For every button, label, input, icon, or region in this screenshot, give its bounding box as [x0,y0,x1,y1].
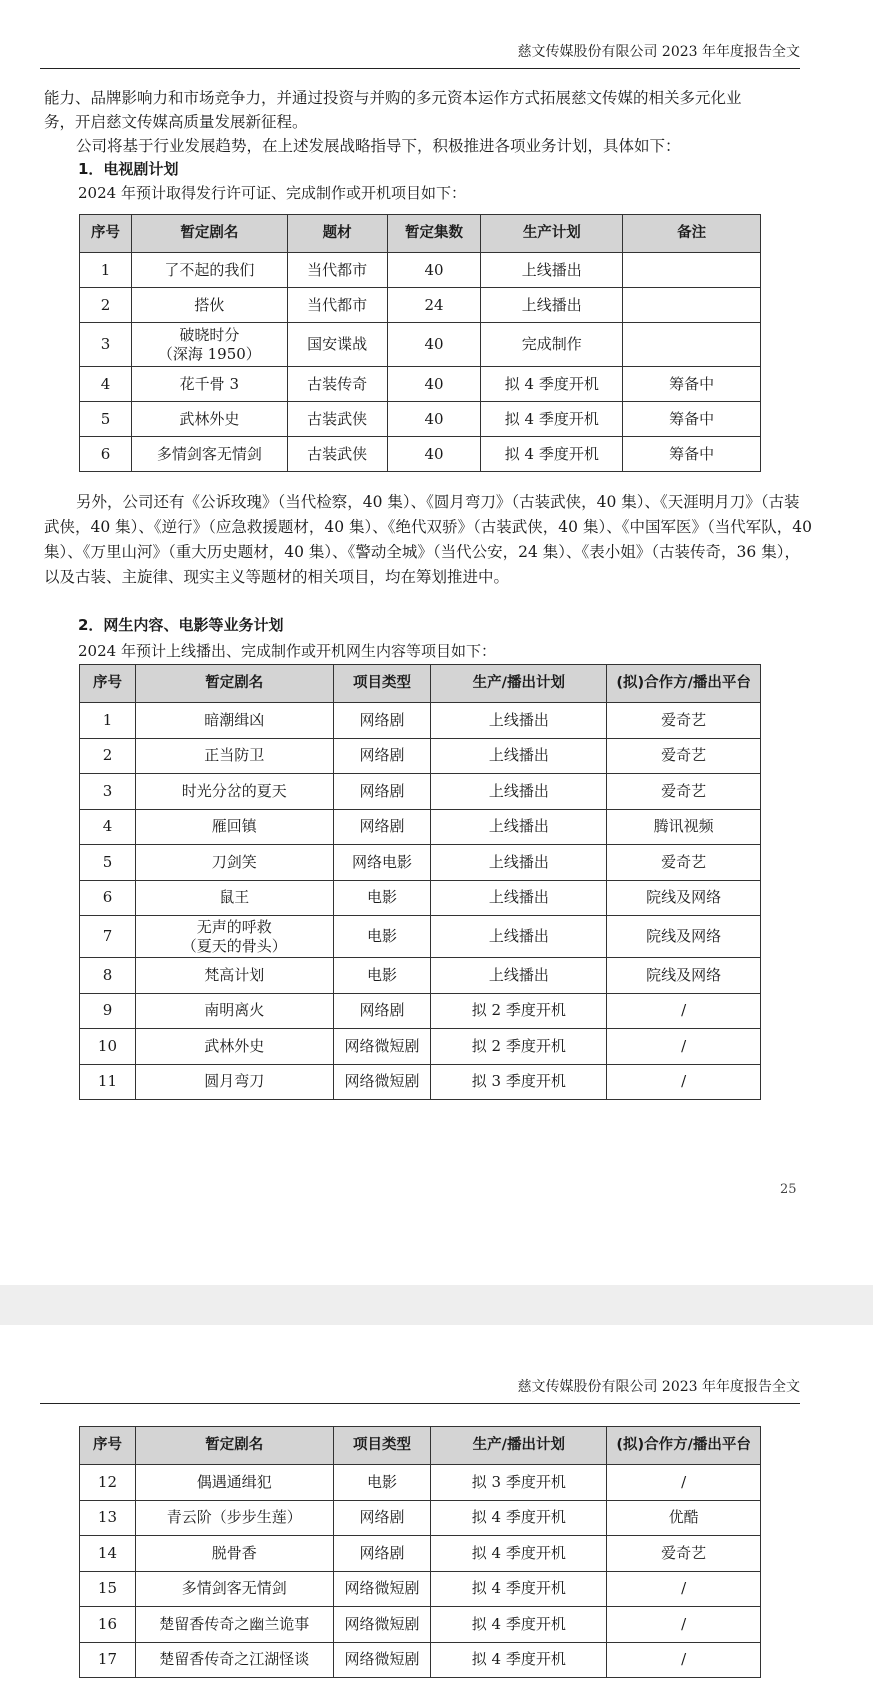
table-cell: 时光分岔的夏天 [135,774,333,810]
table-cell: 5 [80,845,136,881]
table-cell: 网络电影 [333,845,431,881]
table-cell: 上线播出 [431,738,607,774]
table-cell: 爱奇艺 [607,738,761,774]
table-cell: 40 [387,253,481,288]
column-header: 生产/播出计划 [431,1427,607,1465]
column-header: 暂定剧名 [135,665,333,703]
table-cell: / [607,1571,761,1607]
intro-line-3: 公司将基于行业发展趋势，在上述发展战略指导下，积极推进各项业务计划，具体如下： [76,137,681,155]
table-cell: 网络微短剧 [333,1064,431,1100]
page-header: 慈文传媒股份有限公司 2023 年年度报告全文 [40,1377,800,1404]
table-cell: 当代都市 [287,253,387,288]
table-cell: 40 [387,437,481,472]
table-cell: 爱奇艺 [607,1536,761,1572]
table-row [80,1607,761,1643]
table-row [80,402,761,437]
table-cell: 圆月弯刀 [135,1064,333,1100]
section-2-heading: 2．网生内容、电影等业务计划 [78,616,284,634]
table-row [80,1465,761,1501]
table-cell: 爱奇艺 [607,774,761,810]
table-cell: 正当防卫 [135,738,333,774]
table-cell: 24 [387,288,481,323]
table-cell: 青云阶（步步生莲） [135,1500,333,1536]
table-cell: 拟 4 季度开机 [431,1536,607,1572]
table-cell: 17 [80,1642,136,1678]
table-cell: 古装武侠 [287,402,387,437]
table-cell: 40 [387,402,481,437]
table-cell: 2 [80,288,132,323]
table-cell: 网络剧 [333,809,431,845]
page-header: 慈文传媒股份有限公司 2023 年年度报告全文 [40,42,800,69]
table-cell: 电影 [333,880,431,916]
table-cell: 拟 4 季度开机 [431,1500,607,1536]
table-row [80,958,761,994]
table-cell: 拟 4 季度开机 [481,402,623,437]
table-cell: 院线及网络 [607,958,761,994]
column-header: 生产计划 [481,215,623,253]
table-cell: 上线播出 [431,703,607,739]
table-cell: 15 [80,1571,136,1607]
web-content-table [79,664,761,1100]
table-cell: 拟 3 季度开机 [431,1465,607,1501]
table-cell: 网络剧 [333,1536,431,1572]
table-cell: 筹备中 [623,367,761,402]
table-cell: 拟 2 季度开机 [431,993,607,1029]
table-cell: 院线及网络 [607,916,761,958]
table-cell: 网络微短剧 [333,1029,431,1065]
table-row [80,1064,761,1100]
table-cell: 3 [80,323,132,367]
column-header: (拟)合作方/播出平台 [607,665,761,703]
table-cell: 3 [80,774,136,810]
table-cell: 10 [80,1029,136,1065]
column-header: 序号 [80,215,132,253]
table-cell: 13 [80,1500,136,1536]
table-row [80,880,761,916]
column-header: 项目类型 [333,1427,431,1465]
table-cell: 搭伙 [131,288,287,323]
table-cell: 优酷 [607,1500,761,1536]
table-cell: 爱奇艺 [607,703,761,739]
table-cell: 无声的呼救 （夏天的骨头） [135,916,333,958]
web-content-table-continued [79,1426,761,1678]
table-row [80,1536,761,1572]
table-cell: 上线播出 [431,916,607,958]
table-row [80,845,761,881]
table-row [80,738,761,774]
table-cell: 楚留香传奇之幽兰诡事 [135,1607,333,1643]
table-cell: 多情剑客无情剑 [135,1571,333,1607]
table-row [80,323,761,367]
table-cell: 电影 [333,958,431,994]
table-row [80,703,761,739]
table-cell: 上线播出 [431,958,607,994]
table-cell: 梵高计划 [135,958,333,994]
table-cell: 拟 4 季度开机 [431,1642,607,1678]
table-row [80,253,761,288]
table-cell: 鼠王 [135,880,333,916]
table-row [80,437,761,472]
table-cell: 花千骨 3 [131,367,287,402]
table-cell: 完成制作 [481,323,623,367]
table-cell: 上线播出 [431,880,607,916]
column-header: 题材 [287,215,387,253]
table-cell: 16 [80,1607,136,1643]
table-cell: / [607,1465,761,1501]
table-cell: 14 [80,1536,136,1572]
table-cell: 4 [80,367,132,402]
table-cell: 筹备中 [623,402,761,437]
table-cell: 拟 2 季度开机 [431,1029,607,1065]
table-cell: 筹备中 [623,437,761,472]
table-cell: 暗潮缉凶 [135,703,333,739]
table-cell: / [607,1642,761,1678]
table-cell [623,253,761,288]
section-1-heading: 1．电视剧计划 [78,160,179,178]
table-row [80,916,761,958]
table-cell: 12 [80,1465,136,1501]
table-cell: 上线播出 [481,253,623,288]
table-row [80,993,761,1029]
table-cell: 上线播出 [431,809,607,845]
table-row [80,774,761,810]
table-cell: 古装传奇 [287,367,387,402]
table-cell: 国安谍战 [287,323,387,367]
table-cell: 网络微短剧 [333,1642,431,1678]
other-projects-paragraph: 另外，公司还有《公诉玫瑰》（当代检察，40 集）、《圆月弯刀》（古装武侠，40 集）、《天涯明月刀》（古装武侠，40 集）、《逆行》（应急救援题材，40 集）、《绝代双骄》（古装武侠，40 集）、《中国军医》（当代军队，40 集）、《万里山河》（重大历史题材，40 集）、《警动全城》（当代公安，24 集）、《表小姐》（古装传奇，36 集），以及古装、主旋律、现实主义等题材的相关项目，均在筹划推进中。 [44,493,812,586]
column-header: 暂定剧名 [135,1427,333,1465]
table-cell: 1 [80,253,132,288]
table-cell: 电影 [333,916,431,958]
table-cell: 11 [80,1064,136,1100]
column-header: 暂定剧名 [131,215,287,253]
table-cell: 网络微短剧 [333,1607,431,1643]
table-cell: / [607,1607,761,1643]
page-number: 25 [780,1182,797,1197]
table-cell: 网络剧 [333,993,431,1029]
column-header: 项目类型 [333,665,431,703]
column-header: 备注 [623,215,761,253]
table-cell: 6 [80,880,136,916]
table-header-row [80,665,761,703]
table-cell [623,288,761,323]
table-cell: 古装武侠 [287,437,387,472]
table-cell: 9 [80,993,136,1029]
report-page-26 [0,1325,873,1690]
table-cell: 院线及网络 [607,880,761,916]
table-cell: 偶遇通缉犯 [135,1465,333,1501]
table-cell: 拟 4 季度开机 [481,367,623,402]
table-cell: 1 [80,703,136,739]
table-cell: 破晓时分 （深海 1950） [131,323,287,367]
section-2-subtitle: 2024 年预计上线播出、完成制作或开机网生内容等项目如下： [78,642,496,660]
table-cell: 武林外史 [131,402,287,437]
table-cell: 网络剧 [333,703,431,739]
table-row [80,809,761,845]
column-header: (拟)合作方/播出平台 [607,1427,761,1465]
table-cell: 多情剑客无情剑 [131,437,287,472]
column-header: 生产/播出计划 [431,665,607,703]
table-cell: 武林外史 [135,1029,333,1065]
table-header-row [80,1427,761,1465]
table-cell: 当代都市 [287,288,387,323]
table-cell: 拟 4 季度开机 [431,1571,607,1607]
table-cell: 4 [80,809,136,845]
table-header-row [80,215,761,253]
table-row [80,288,761,323]
table-cell: 脱骨香 [135,1536,333,1572]
table-cell: 雁回镇 [135,809,333,845]
table-cell: 上线播出 [431,845,607,881]
table-cell: / [607,1029,761,1065]
table-cell: 腾讯视频 [607,809,761,845]
table-cell: 电影 [333,1465,431,1501]
table-cell: 拟 3 季度开机 [431,1064,607,1100]
column-header: 暂定集数 [387,215,481,253]
table-cell: 拟 4 季度开机 [481,437,623,472]
table-cell: 网络剧 [333,738,431,774]
table-cell: / [607,1064,761,1100]
table-cell: 南明离火 [135,993,333,1029]
intro-line-2: 务，开启慈文传媒高质量发展新征程。 [44,113,308,131]
table-cell: 7 [80,916,136,958]
table-cell: 5 [80,402,132,437]
table-cell: 了不起的我们 [131,253,287,288]
table-cell: 8 [80,958,136,994]
table-cell: 6 [80,437,132,472]
table-row [80,1571,761,1607]
table-cell: 楚留香传奇之江湖怪谈 [135,1642,333,1678]
table-cell: 40 [387,367,481,402]
table-cell: 上线播出 [431,774,607,810]
table-cell: 40 [387,323,481,367]
table-cell: / [607,993,761,1029]
page-separator [0,1285,873,1325]
column-header: 序号 [80,665,136,703]
table-row [80,1029,761,1065]
table-cell: 网络微短剧 [333,1571,431,1607]
table-cell: 2 [80,738,136,774]
table-cell: 上线播出 [481,288,623,323]
table-row [80,1642,761,1678]
intro-line-1: 能力、品牌影响力和市场竞争力，并通过投资与并购的多元资本运作方式拓展慈文传媒的相关多元化业 [44,89,742,107]
table-cell: 爱奇艺 [607,845,761,881]
table-cell: 网络剧 [333,774,431,810]
tv-drama-table [79,214,761,472]
column-header: 序号 [80,1427,136,1465]
table-cell: 拟 4 季度开机 [431,1607,607,1643]
table-row [80,1500,761,1536]
table-cell [623,323,761,367]
section-1-subtitle: 2024 年预计取得发行许可证、完成制作或开机项目如下： [78,184,466,202]
table-cell: 网络剧 [333,1500,431,1536]
table-cell: 刀剑笑 [135,845,333,881]
table-row [80,367,761,402]
